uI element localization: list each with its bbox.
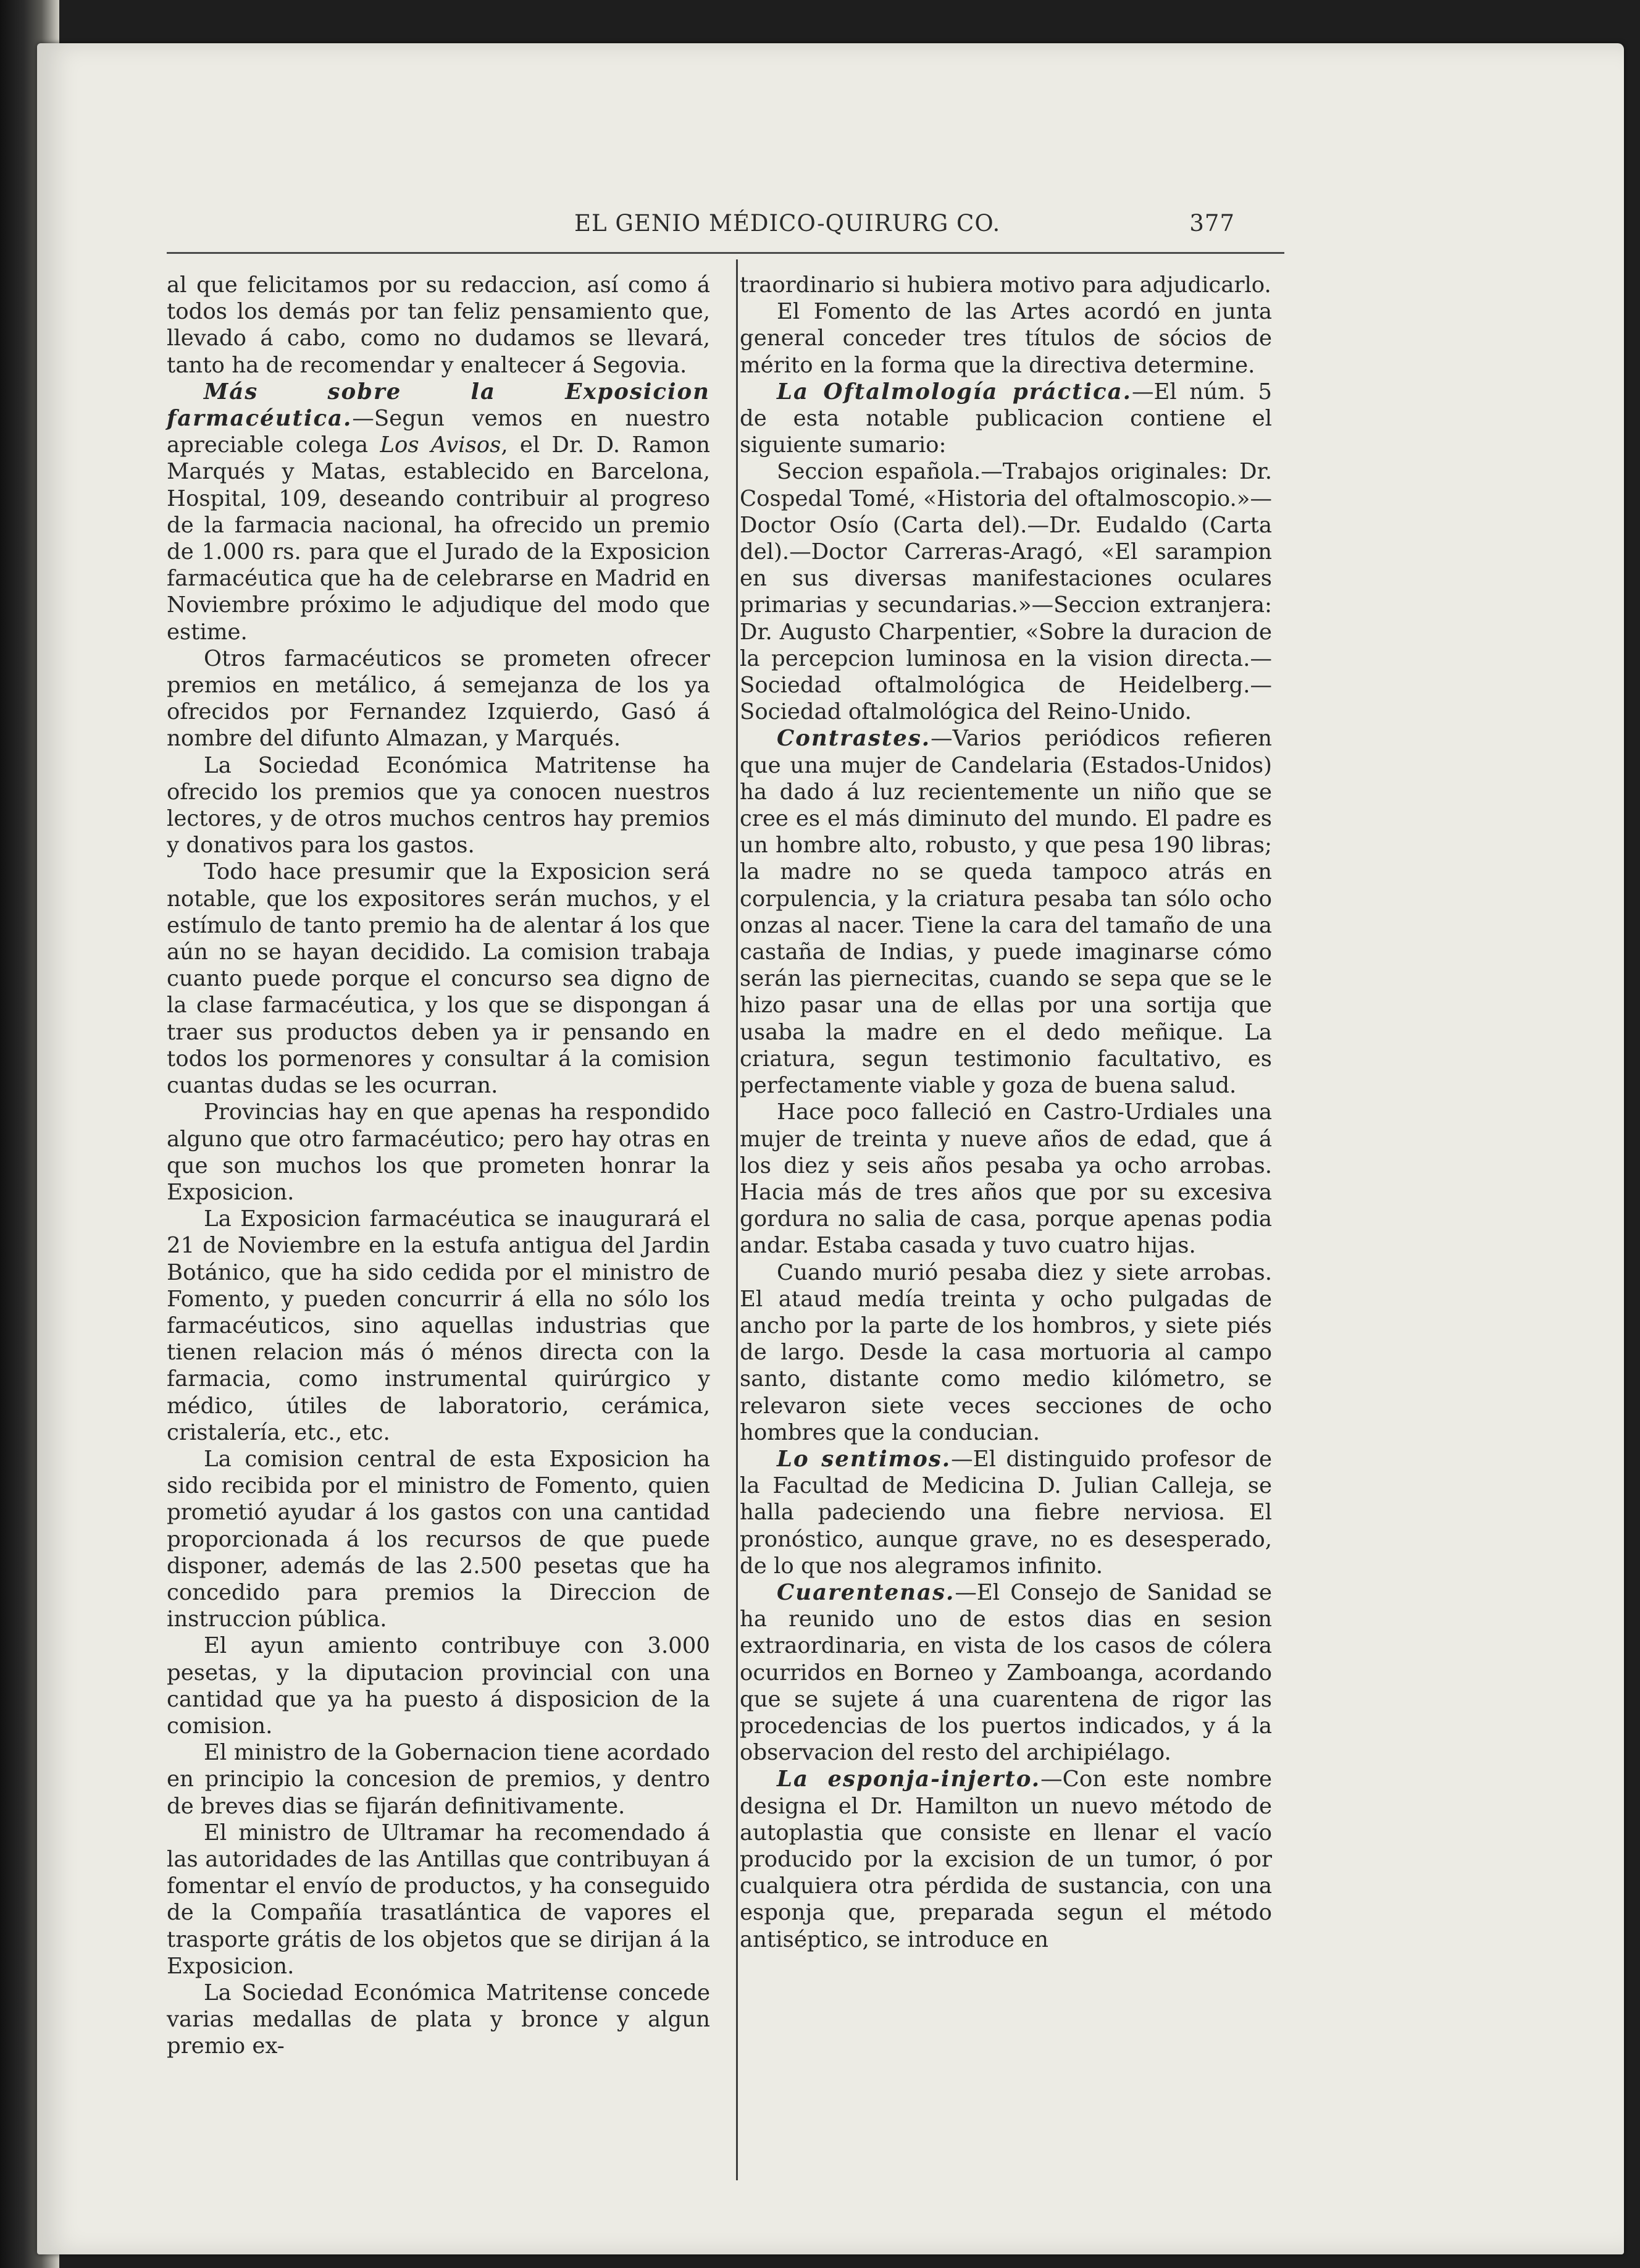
- paragraph: El ministro de Ultramar ha recomendado á las autoridades de las Antillas que contribuyan á fomentar el envío de productos, y ha conseguido de la Compañía trasatlántica de vapores el trasporte grátis de los objetos que se dirijan á la Exposicion.: [167, 1820, 710, 1979]
- paragraph-text: —El núm. 5 de esta notable publicacion contiene el siguiente sumario:: [740, 379, 1272, 458]
- paragraph: Otros farmacéuticos se prometen ofrecer premios en metálico, á semejanza de los ya ofrecidos por Fernandez Izquierdo, Gasó á nombre del difunto Almazan, y Marqués.: [167, 645, 710, 752]
- header-rule: [167, 252, 1284, 254]
- section-headline: Contrastes.: [777, 726, 931, 752]
- paragraph: [740, 725, 1272, 1099]
- section-headline: Más sobre la Exposicion farmacéutica.: [167, 379, 710, 432]
- paragraph-text: —El distinguido profesor de la Facultad de Medicina D. Julian Calleja, se halla padeciendo una fiebre nerviosa. El pronóstico, aunque grave, no es desesperado, de lo que nos alegramos infinito.: [740, 1446, 1272, 1579]
- section-headline: La Oftalmología práctica.: [777, 379, 1132, 405]
- paragraph: Provincias hay en que apenas ha respondido alguno que otro farmacéutico; pero hay otras en que son muchos los que prometen honrar la Exposicion.: [167, 1099, 710, 1205]
- paragraph: El ministro de la Gobernacion tiene acordado en principio la concesion de premios, y dentro de breves dias se fijarán definitivamente.: [167, 1740, 710, 1819]
- page-header: [574, 204, 1235, 253]
- running-title: EL GENIO MÉDICO-QUIRURG CO.: [574, 210, 1001, 237]
- paragraph: [740, 1766, 1272, 1952]
- column-divider: [736, 259, 738, 2180]
- paragraph: El ayun amiento contribuye con 3.000 pesetas, y la diputacion provincial con una cantidad que ya ha puesto á disposicion de la comision.: [167, 1633, 710, 1739]
- paragraph-text: —Con este nombre designa el Dr. Hamilton un nuevo método de autoplastia que consiste en llenar el vacío producido por la excision de un tumor, ó por cualquiera otra pérdida de sustancia, con una esponja que, preparada segun el método antiséptico, se introduce en: [740, 1766, 1273, 1952]
- paragraph: El Fomento de las Artes acordó en junta general conceder tres títulos de sócios de mérito en la forma que la directiva determine.: [740, 299, 1272, 378]
- paragraph: Seccion española.—Trabajos originales: Dr. Cospedal Tomé, «Historia del oftalmoscopio.»—Doctor Osío (Carta del).—Dr. Eudaldo (Carta del).—Doctor Carreras-Aragó, «El sarampion en sus diversas manifestaciones oculares primarias y secundarias.»—Seccion extranjera: Dr. Augusto Charpentier, «Sobre la duracion de la percepcion luminosa en la vision directa.—Sociedad oftalmológica de Heidelberg.—Sociedad oftalmológica del Reino-Unido.: [740, 459, 1272, 725]
- paragraph: Todo hace presumir que la Exposicion será notable, que los expositores serán muchos, y el estímulo de tanto premio ha de alentar á los que aún no se hayan decidido. La comision trabaja cuanto puede porque el concurso sea digno de la clase farmacéutica, y los que se dispongan á traer sus productos deben ya ir pensando en todos los pormenores y consultar á la comision cuantas dudas se les ocurran.: [167, 859, 710, 1099]
- section-headline: La esponja-injerto.: [777, 1766, 1041, 1792]
- publication-title: Los Avisos: [380, 432, 501, 458]
- paragraph-text: —El Consejo de Sanidad se ha reunido uno de estos dias en sesion extraordinaria, en vista de los casos de cólera ocurridos en Borneo y Zamboanga, acordando que se sujete á una cuarentena de rigor las procedencias de los puertos indicados, y á la observacion del resto del archipiélago.: [740, 1579, 1272, 1766]
- paragraph: [740, 379, 1272, 459]
- paragraph: La Exposicion farmacéutica se inaugurará el 21 de Noviembre en la estufa antigua del Jardin Botánico, que ha sido cedida por el ministro de Fomento, y pueden concurrir á ella no sólo los farmacéuticos, sino aquellas industrias que tienen relacion más ó ménos directa con la farmacia, como instrumental quirúrgico y médico, útiles de laboratorio, cerámica, cristalería, etc., etc.: [167, 1206, 710, 1445]
- paragraph: al que felicitamos por su redaccion, así como á todos los demás por tan feliz pensamiento que, llevado á cabo, como no dudamos se llevará, tanto ha de recomendar y enaltecer á Segovia.: [167, 272, 710, 378]
- page-number: 377: [1189, 210, 1235, 237]
- paragraph-text: —Segun vemos en nuestro apreciable colega: [167, 406, 710, 458]
- paragraph: La comision central de esta Exposicion ha sido recibida por el ministro de Fomento, quien prometió ayudar á los gastos con una cantidad proporcionada á los recursos de que puede disponer, además de las 2.500 pesetas que ha concedido para premios la Direccion de instruccion pública.: [167, 1446, 710, 1632]
- paragraph: La Sociedad Económica Matritense concede varias medallas de plata y bronce y algun premio ex-: [167, 1980, 710, 2059]
- paragraph: [740, 1446, 1272, 1579]
- paragraph: Cuando murió pesaba diez y siete arrobas. El ataud medía treinta y ocho pulgadas de ancho por la parte de los hombros, y siete piés de largo. Desde la casa mortuoria al campo santo, distante como medio kilómetro, se relevaron siete veces secciones de ocho hombres que la conducian.: [740, 1259, 1272, 1445]
- paragraph: [167, 379, 710, 645]
- right-column: [740, 272, 1272, 1953]
- paragraph: Hace poco falleció en Castro-Urdiales una mujer de treinta y nueve años de edad, que á los diez y seis años pesaba ya ocho arrobas. Hacia más de tres años que por su excesiva gordura no salia de casa, porque apenas podia andar. Estaba casada y tuvo cuatro hijas.: [740, 1099, 1272, 1259]
- paragraph-text: —Varios periódicos refieren que una mujer de Candelaria (Estados-Unidos) ha dado á luz recientemente un niño que se cree es el más diminuto del mundo. El padre es un hombre alto, robusto, y que pesa 190 libras; la madre no se queda tampoco atrás en corpulencia, y la criatura pesaba tan sólo ocho onzas al nacer. Tiene la cara del tamaño de una castaña de Indias, y puede imaginarse cómo serán las piernecitas, cuando se sepa que se le hizo pasar una de ellas por una sortija que usaba la madre en el dedo meñique. La criatura, segun testimonio facultativo, es perfectamente viable y goza de buena salud.: [740, 726, 1272, 1099]
- paragraph: traordinario si hubiera motivo para adjudicarlo.: [740, 272, 1271, 298]
- section-headline: Cuarentenas.: [777, 1579, 955, 1605]
- left-column: [167, 272, 710, 2060]
- paragraph: La Sociedad Económica Matritense ha ofrecido los premios que ya conocen nuestros lectores, y de otros muchos centros hay premios y donativos para los gastos.: [167, 752, 710, 859]
- section-headline: Lo sentimos.: [777, 1446, 952, 1472]
- paragraph-text: , el Dr. D. Ramon Marqués y Matas, establecido en Barcelona, Hospital, 109, deseando contribuir al progreso de la farmacia nacional, ha ofrecido un premio de 1.000 rs. para que el Jurado de la Exposicion farmacéutica que ha de celebrarse en Madrid en Noviembre próximo le adjudique del modo que estime.: [167, 432, 710, 645]
- paragraph: [740, 1579, 1272, 1766]
